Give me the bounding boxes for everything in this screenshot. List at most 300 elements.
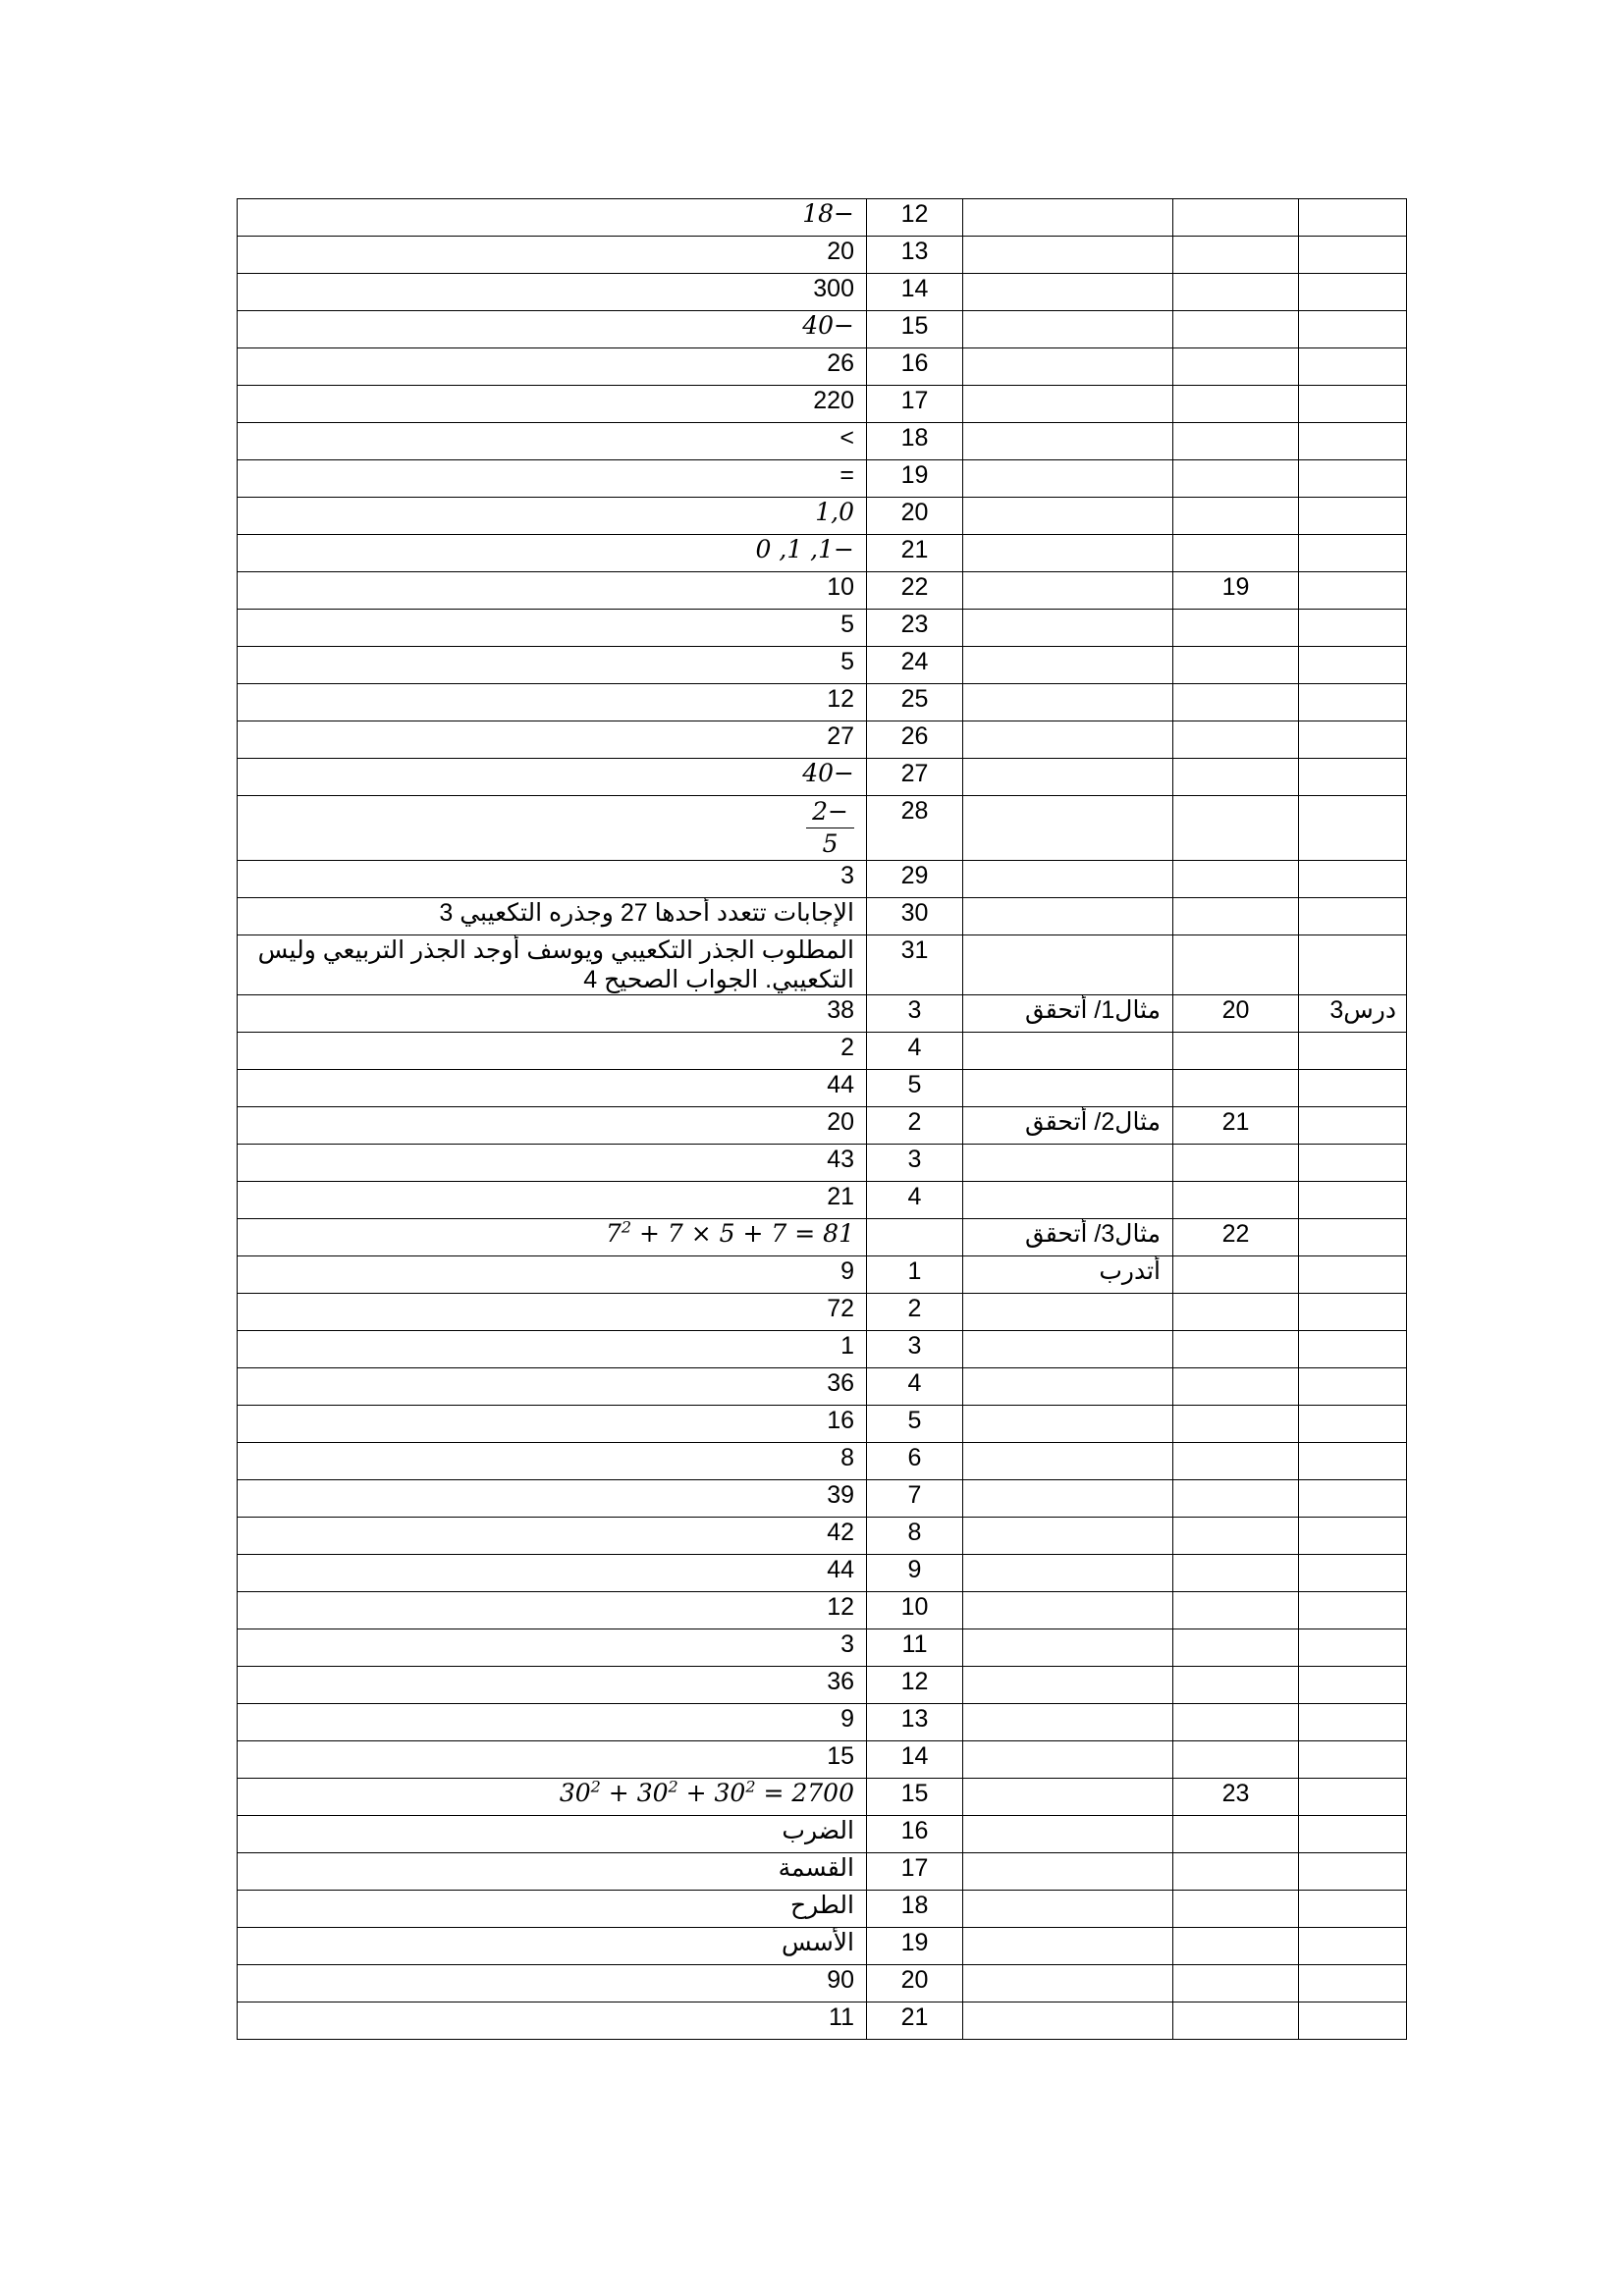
answer-cell: 10 (238, 572, 867, 610)
page-number-cell (1173, 1704, 1299, 1741)
question-number-cell: 5 (867, 1406, 963, 1443)
answer-cell: 43 (238, 1145, 867, 1182)
example-cell (963, 721, 1173, 759)
page-number-cell (1173, 647, 1299, 684)
table-row (238, 1070, 1407, 1107)
example-cell (963, 1406, 1173, 1443)
table-row (238, 1331, 1407, 1368)
lesson-cell (1299, 1779, 1407, 1816)
lesson-cell (1299, 423, 1407, 460)
answer-cell: 3 (238, 861, 867, 898)
expr-exponent: 2 (668, 1778, 678, 1796)
expr-exponent: 2 (621, 1218, 632, 1237)
page-number-cell (1173, 721, 1299, 759)
answer-cell: 8 (238, 1443, 867, 1480)
answer-cell: 44 (238, 1070, 867, 1107)
table-row (238, 1965, 1407, 2002)
answer-cell: 90 (238, 1965, 867, 2002)
table-row (238, 610, 1407, 647)
question-number-cell: 20 (867, 498, 963, 535)
table-row (238, 1182, 1407, 1219)
answer-cell: 38 (238, 995, 867, 1033)
page-number-cell (1173, 1368, 1299, 1406)
example-cell (963, 2002, 1173, 2040)
answer-cell: 21 (238, 1182, 867, 1219)
lesson-cell (1299, 796, 1407, 861)
lesson-cell (1299, 1667, 1407, 1704)
lesson-cell (1299, 1182, 1407, 1219)
question-number-cell: 8 (867, 1518, 963, 1555)
table-row (238, 1256, 1407, 1294)
question-number-cell (867, 1219, 963, 1256)
example-cell: أتدرب (963, 1256, 1173, 1294)
page-number-cell (1173, 1033, 1299, 1070)
lesson-cell (1299, 1704, 1407, 1741)
page-number-cell (1173, 861, 1299, 898)
page-number-cell (1173, 1070, 1299, 1107)
question-number-cell: 19 (867, 460, 963, 498)
lesson-cell (1299, 311, 1407, 348)
page-number-cell: 23 (1173, 1779, 1299, 1816)
table-row (238, 1816, 1407, 1853)
question-number-cell: 9 (867, 1555, 963, 1592)
example-cell (963, 1145, 1173, 1182)
lesson-cell (1299, 1368, 1407, 1406)
answer-cell: 27 (238, 721, 867, 759)
question-number-cell: 23 (867, 610, 963, 647)
page-number-cell (1173, 1331, 1299, 1368)
page-number-cell (1173, 1853, 1299, 1891)
answer-cell: 44 (238, 1555, 867, 1592)
example-cell (963, 935, 1173, 995)
answer-cell: 20 (238, 1107, 867, 1145)
example-cell (963, 796, 1173, 861)
table-row (238, 1294, 1407, 1331)
table-row (238, 423, 1407, 460)
lesson-cell (1299, 1592, 1407, 1629)
table-row (238, 460, 1407, 498)
expr-base: 30 (636, 1779, 669, 1807)
page-number-cell (1173, 759, 1299, 796)
table-row (238, 1368, 1407, 1406)
table-row (238, 1518, 1407, 1555)
question-number-cell: 11 (867, 1629, 963, 1667)
page-number-cell (1173, 348, 1299, 386)
question-number-cell: 5 (867, 1070, 963, 1107)
table-row (238, 1592, 1407, 1629)
expr-operator: + (677, 1779, 715, 1807)
question-number-cell: 3 (867, 1145, 963, 1182)
question-number-cell: 27 (867, 759, 963, 796)
table-row (238, 274, 1407, 311)
example-cell (963, 535, 1173, 572)
page-number-cell (1173, 460, 1299, 498)
lesson-cell (1299, 348, 1407, 386)
table-row (238, 1219, 1407, 1256)
question-number-cell: 16 (867, 348, 963, 386)
answer-cell: 12 (238, 1592, 867, 1629)
lesson-cell (1299, 535, 1407, 572)
table-row (238, 237, 1407, 274)
page-number-cell (1173, 1891, 1299, 1928)
answer-cell: > (238, 423, 867, 460)
answer-cell: −40 (238, 311, 867, 348)
answer-cell: −18 (238, 199, 867, 237)
example-cell (963, 1033, 1173, 1070)
answer-cell: 72 (238, 1294, 867, 1331)
table-row (238, 1555, 1407, 1592)
example-cell (963, 460, 1173, 498)
question-number-cell: 19 (867, 1928, 963, 1965)
example-cell: مثال3/ أتحقق (963, 1219, 1173, 1256)
answer-cell (238, 1219, 867, 1256)
answer-cell: الإجابات تتعدد أحدها 27 وجذره التكعيبي 3 (238, 898, 867, 935)
question-number-cell: 21 (867, 535, 963, 572)
expr-exponent: 2 (745, 1778, 756, 1796)
answer-cell: الأسس (238, 1928, 867, 1965)
example-cell (963, 237, 1173, 274)
example-cell (963, 1480, 1173, 1518)
table-row (238, 1704, 1407, 1741)
table-row (238, 348, 1407, 386)
question-number-cell: 17 (867, 1853, 963, 1891)
example-cell (963, 684, 1173, 721)
table-row (238, 1629, 1407, 1667)
answer-cell: 9 (238, 1704, 867, 1741)
answer-cell: 1,0 (238, 498, 867, 535)
page-number-cell (1173, 423, 1299, 460)
page-number-cell (1173, 1480, 1299, 1518)
expr-rest: = 2700 (755, 1779, 854, 1807)
lesson-cell (1299, 721, 1407, 759)
example-cell (963, 1070, 1173, 1107)
table-row (238, 647, 1407, 684)
page-number-cell (1173, 1667, 1299, 1704)
example-cell (963, 274, 1173, 311)
lesson-cell (1299, 498, 1407, 535)
lesson-cell (1299, 1107, 1407, 1145)
table-row (238, 1107, 1407, 1145)
question-number-cell: 14 (867, 274, 963, 311)
example-cell (963, 1331, 1173, 1368)
answer-cell: 36 (238, 1667, 867, 1704)
question-number-cell: 7 (867, 1480, 963, 1518)
answer-cell: 11 (238, 2002, 867, 2040)
page-number-cell (1173, 1443, 1299, 1480)
page-number-cell (1173, 610, 1299, 647)
question-number-cell: 1 (867, 1256, 963, 1294)
example-cell (963, 348, 1173, 386)
question-number-cell: 20 (867, 1965, 963, 2002)
lesson-cell: درس3 (1299, 995, 1407, 1033)
table-row (238, 1741, 1407, 1779)
question-number-cell: 17 (867, 386, 963, 423)
table-row (238, 386, 1407, 423)
example-cell (963, 1965, 1173, 2002)
page-number-cell (1173, 1145, 1299, 1182)
lesson-cell (1299, 1406, 1407, 1443)
table-row (238, 1145, 1407, 1182)
example-cell (963, 1294, 1173, 1331)
question-number-cell: 3 (867, 995, 963, 1033)
question-number-cell: 24 (867, 647, 963, 684)
example-cell (963, 898, 1173, 935)
lesson-cell (1299, 1294, 1407, 1331)
page-number-cell (1173, 1816, 1299, 1853)
question-number-cell: 12 (867, 1667, 963, 1704)
page-number-cell (1173, 1629, 1299, 1667)
page-number-cell (1173, 1741, 1299, 1779)
page-number-cell (1173, 1928, 1299, 1965)
lesson-cell (1299, 1331, 1407, 1368)
answer-cell (238, 1779, 867, 1816)
example-cell (963, 1368, 1173, 1406)
answer-cell: 2 (238, 1033, 867, 1070)
page-number-cell (1173, 1182, 1299, 1219)
question-number-cell: 2 (867, 1107, 963, 1145)
lesson-cell (1299, 1891, 1407, 1928)
lesson-cell (1299, 1816, 1407, 1853)
question-number-cell: 3 (867, 1331, 963, 1368)
example-cell (963, 1928, 1173, 1965)
page-number-cell: 20 (1173, 995, 1299, 1033)
table-row (238, 684, 1407, 721)
lesson-cell (1299, 460, 1407, 498)
example-cell: مثال1/ أتحقق (963, 995, 1173, 1033)
lesson-cell (1299, 1741, 1407, 1779)
answer-cell: 16 (238, 1406, 867, 1443)
lesson-cell (1299, 1033, 1407, 1070)
page-number-cell (1173, 898, 1299, 935)
question-number-cell: 13 (867, 237, 963, 274)
example-cell (963, 647, 1173, 684)
question-number-cell: 15 (867, 1779, 963, 1816)
table-row (238, 1033, 1407, 1070)
question-number-cell: 16 (867, 1816, 963, 1853)
lesson-cell (1299, 1480, 1407, 1518)
answer-cell: 15 (238, 1741, 867, 1779)
answer-cell: = (238, 460, 867, 498)
page-number-cell: 22 (1173, 1219, 1299, 1256)
example-cell (963, 1518, 1173, 1555)
example-cell (963, 199, 1173, 237)
expr-base: 7 (606, 1219, 622, 1248)
table-row (238, 2002, 1407, 2040)
page-number-cell (1173, 1592, 1299, 1629)
example-cell (963, 1629, 1173, 1667)
table-row (238, 995, 1407, 1033)
expr-base: 30 (714, 1779, 746, 1807)
question-number-cell: 18 (867, 1891, 963, 1928)
table-row (238, 1928, 1407, 1965)
question-number-cell: 26 (867, 721, 963, 759)
example-cell (963, 1555, 1173, 1592)
lesson-cell (1299, 2002, 1407, 2040)
answer-cell: −40 (238, 759, 867, 796)
answer-cell: 1 (238, 1331, 867, 1368)
table-row (238, 498, 1407, 535)
table-row (238, 535, 1407, 572)
example-cell: مثال2/ أتحقق (963, 1107, 1173, 1145)
page-number-cell (1173, 535, 1299, 572)
page-number-cell (1173, 684, 1299, 721)
page-number-cell (1173, 1518, 1299, 1555)
table-row (238, 1443, 1407, 1480)
question-number-cell: 30 (867, 898, 963, 935)
lesson-cell (1299, 1629, 1407, 1667)
answer-table (237, 198, 1407, 2040)
answer-cell (238, 796, 867, 861)
math-expression (560, 1779, 854, 1807)
table-row (238, 199, 1407, 237)
table-row (238, 1779, 1407, 1816)
answer-cell: 42 (238, 1518, 867, 1555)
page-number-cell (1173, 935, 1299, 995)
example-cell (963, 1443, 1173, 1480)
lesson-cell (1299, 759, 1407, 796)
answer-cell: القسمة (238, 1853, 867, 1891)
expr-operator: + (600, 1779, 637, 1807)
lesson-cell (1299, 647, 1407, 684)
page-number-cell (1173, 796, 1299, 861)
answer-cell: 26 (238, 348, 867, 386)
question-number-cell: 4 (867, 1033, 963, 1070)
page-number-cell (1173, 386, 1299, 423)
example-cell (963, 1816, 1173, 1853)
table-row (238, 1480, 1407, 1518)
lesson-cell (1299, 1070, 1407, 1107)
example-cell (963, 1779, 1173, 1816)
lesson-cell (1299, 1145, 1407, 1182)
question-number-cell: 29 (867, 861, 963, 898)
answer-cell: 3 (238, 1629, 867, 1667)
example-cell (963, 311, 1173, 348)
lesson-cell (1299, 1853, 1407, 1891)
question-number-cell: 15 (867, 311, 963, 348)
page-number-cell (1173, 1256, 1299, 1294)
answer-cell: 300 (238, 274, 867, 311)
table-row (238, 572, 1407, 610)
page-number-cell (1173, 199, 1299, 237)
example-cell (963, 1853, 1173, 1891)
answer-cell: المطلوب الجذر التكعيبي ويوسف أوجد الجذر التربيعي وليس التكعيبي. الجواب الصحيح 4 (238, 935, 867, 995)
question-number-cell: 12 (867, 199, 963, 237)
page-number-cell (1173, 498, 1299, 535)
page-number-cell (1173, 1965, 1299, 2002)
lesson-cell (1299, 1443, 1407, 1480)
table-row (238, 1406, 1407, 1443)
answer-cell: 220 (238, 386, 867, 423)
example-cell (963, 861, 1173, 898)
table-row (238, 1853, 1407, 1891)
lesson-cell (1299, 1256, 1407, 1294)
answer-cell: 36 (238, 1368, 867, 1406)
answer-cell: 20 (238, 237, 867, 274)
lesson-cell (1299, 861, 1407, 898)
question-number-cell: 4 (867, 1368, 963, 1406)
page-number-cell (1173, 2002, 1299, 2040)
answer-cell: 5 (238, 647, 867, 684)
page-number-cell: 19 (1173, 572, 1299, 610)
answer-cell: الضرب (238, 1816, 867, 1853)
table-row (238, 796, 1407, 861)
question-number-cell: 28 (867, 796, 963, 861)
page-number-cell (1173, 1406, 1299, 1443)
example-cell (963, 1667, 1173, 1704)
fraction-denominator: 5 (822, 829, 839, 858)
expr-exponent: 2 (590, 1778, 601, 1796)
lesson-cell (1299, 237, 1407, 274)
page-number-cell (1173, 1294, 1299, 1331)
example-cell (963, 1741, 1173, 1779)
answer-cell: −1, 1, 0 (238, 535, 867, 572)
lesson-cell (1299, 274, 1407, 311)
example-cell (963, 610, 1173, 647)
question-number-cell: 4 (867, 1182, 963, 1219)
page-number-cell (1173, 1555, 1299, 1592)
lesson-cell (1299, 1965, 1407, 2002)
question-number-cell: 21 (867, 2002, 963, 2040)
lesson-cell (1299, 1928, 1407, 1965)
fraction (806, 796, 854, 860)
answer-cell: 12 (238, 684, 867, 721)
example-cell (963, 1891, 1173, 1928)
math-expression (606, 1219, 854, 1248)
table-row (238, 311, 1407, 348)
answer-cell: الطرح (238, 1891, 867, 1928)
table-row (238, 935, 1407, 995)
example-cell (963, 572, 1173, 610)
page-number-cell (1173, 274, 1299, 311)
question-number-cell: 14 (867, 1741, 963, 1779)
fraction-numerator: −2 (806, 796, 854, 828)
example-cell (963, 423, 1173, 460)
lesson-cell (1299, 1555, 1407, 1592)
lesson-cell (1299, 610, 1407, 647)
table-row (238, 759, 1407, 796)
answer-cell: 5 (238, 610, 867, 647)
question-number-cell: 2 (867, 1294, 963, 1331)
answer-cell: 39 (238, 1480, 867, 1518)
expr-rest: + 7 × 5 + 7 = 81 (631, 1219, 854, 1248)
lesson-cell (1299, 935, 1407, 995)
lesson-cell (1299, 572, 1407, 610)
table-row (238, 1667, 1407, 1704)
table-row (238, 721, 1407, 759)
lesson-cell (1299, 1518, 1407, 1555)
question-number-cell: 31 (867, 935, 963, 995)
lesson-cell (1299, 898, 1407, 935)
table-row (238, 898, 1407, 935)
page-number-cell: 21 (1173, 1107, 1299, 1145)
example-cell (963, 386, 1173, 423)
example-cell (963, 759, 1173, 796)
lesson-cell (1299, 1219, 1407, 1256)
example-cell (963, 1704, 1173, 1741)
table-row (238, 1891, 1407, 1928)
example-cell (963, 498, 1173, 535)
example-cell (963, 1592, 1173, 1629)
page-number-cell (1173, 237, 1299, 274)
question-number-cell: 25 (867, 684, 963, 721)
question-number-cell: 6 (867, 1443, 963, 1480)
page-number-cell (1173, 311, 1299, 348)
expr-base: 30 (559, 1779, 591, 1807)
answer-cell: 9 (238, 1256, 867, 1294)
table-row (238, 861, 1407, 898)
question-number-cell: 10 (867, 1592, 963, 1629)
lesson-cell (1299, 684, 1407, 721)
